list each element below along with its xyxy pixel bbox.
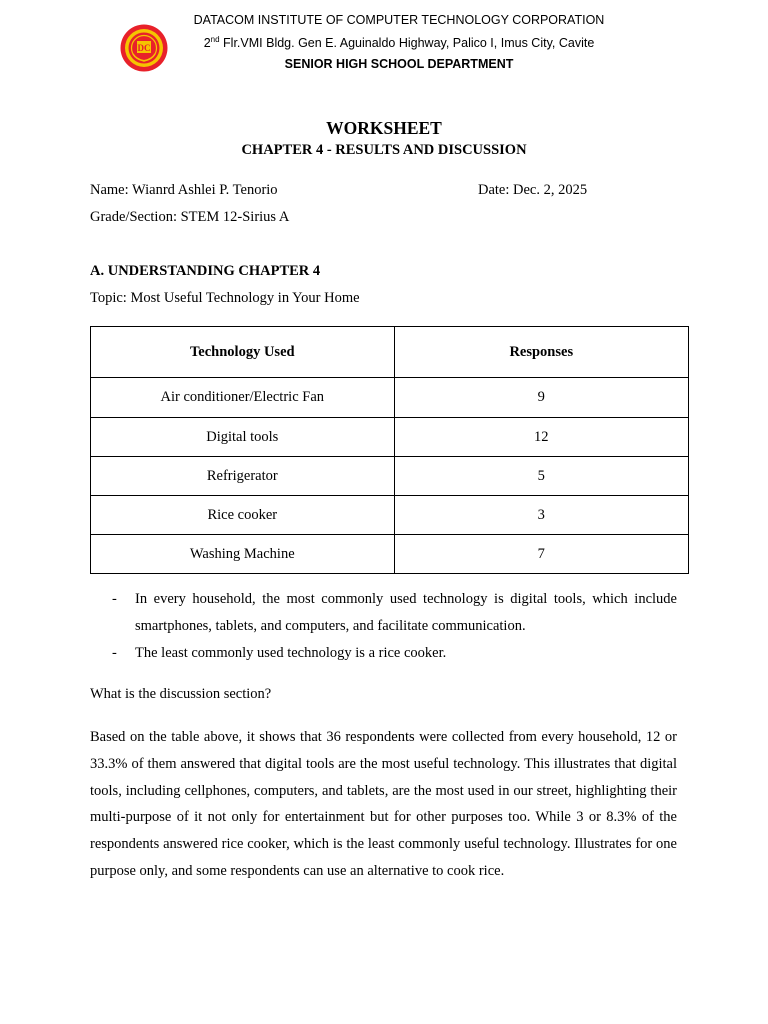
discussion-paragraph: Based on the table above, it shows that 36 respondents were collected from every household, 12 or 33.3% of them answered that digital tools are the most useful technology. This illustrates that digital tools, including cellphones, computers, and tablets, are the most used in our street, highlighting their multi-purpose of it not only for entertainment but for other purposes too. While 3 or 8.3% of the respondents answered rice cooker, which is the least commonly useful technology. Illustrates for one purpose only, and some respondents can use an alternative to cook rice. xyxy=(90,729,677,879)
bullet-dash: - xyxy=(112,645,117,661)
table-row xyxy=(91,496,689,535)
worksheet-date: Date: Dec. 2, 2025 xyxy=(478,182,588,198)
responses-cell: 3 xyxy=(394,496,688,535)
table-row xyxy=(91,535,689,574)
responses-cell: 9 xyxy=(394,378,688,418)
bullet-text-least-used: The least commonly used technology is a rice cooker. xyxy=(135,645,447,661)
responses-cell: 12 xyxy=(394,418,688,457)
topic-line: Topic: Most Useful Technology in Your Home xyxy=(90,290,360,306)
table-row xyxy=(91,378,689,418)
table-row xyxy=(91,457,689,496)
institution-address xyxy=(0,36,768,50)
worksheet-title: WORKSHEET xyxy=(326,118,442,138)
chapter-title: CHAPTER 4 - RESULTS AND DISCUSSION xyxy=(241,142,527,158)
technology-cell: Rice cooker xyxy=(91,496,395,535)
column-header-technology: Technology Used xyxy=(91,327,395,378)
technology-table xyxy=(90,326,689,574)
bullet-dash: - xyxy=(112,591,117,607)
technology-cell: Air conditioner/Electric Fan xyxy=(91,378,395,418)
address-street: Flr.VMI Bldg. Gen E. Aguinaldo Highway, Palico I, Imus City, Cavite xyxy=(219,36,595,50)
technology-cell: Refrigerator xyxy=(91,457,395,496)
table-row xyxy=(91,418,689,457)
discussion-question: What is the discussion section? xyxy=(90,686,272,702)
technology-cell: Digital tools xyxy=(91,418,395,457)
student-name: Name: Wianrd Ashlei P. Tenorio xyxy=(90,182,278,198)
address-floor-number: 2 xyxy=(203,36,211,50)
section-heading: A. UNDERSTANDING CHAPTER 4 xyxy=(90,263,321,279)
logo-monogram: DC xyxy=(137,43,151,53)
technology-cell: Washing Machine xyxy=(91,535,395,574)
grade-section: Grade/Section: STEM 12-Sirius A xyxy=(90,209,290,225)
department-name: SENIOR HIGH SCHOOL DEPARTMENT xyxy=(284,57,514,71)
bullet-text-most-used: In every household, the most commonly used technology is digital tools, which include smartphones, tablets, and computers, and facilitate communication. xyxy=(135,591,677,634)
table-header-row xyxy=(91,327,689,378)
address-floor-suffix: nd xyxy=(210,34,220,44)
column-header-responses: Responses xyxy=(394,327,688,378)
responses-cell: 5 xyxy=(394,457,688,496)
responses-cell: 7 xyxy=(394,535,688,574)
institution-name: DATACOM INSTITUTE OF COMPUTER TECHNOLOGY CORPORATION xyxy=(193,13,605,27)
